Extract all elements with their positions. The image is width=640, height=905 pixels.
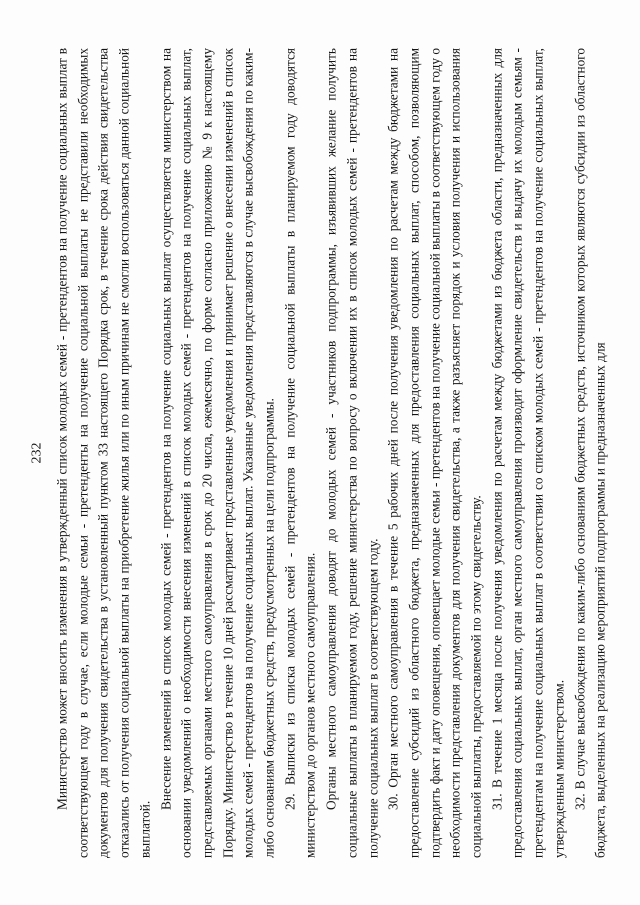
- paragraph: 32. В случае высвобождения по каким-либо основаниям бюджетных средств, источником которых являются субсидии из областного бюджета, выделенных на реализацию мероприятий подпрограммы и предназначенных для: [572, 47, 608, 858]
- paragraph: Внесение изменений в список молодых семей - претендентов на получение социальных выплат осуществляется министерством на основании уведомлений о необходимости внесения изменений в список молодых семей - претендентов на получение социальных выплат, представляемых органами местного самоуправления в срок до 20 числа, ежемесячно, по форме согласно приложению № 9 к настоящему Порядку. Министерство в течение 10 дней рассматривает представленные уведомления и принимает решение о внесении изменений в список молодых семей - претендентов на получение социальных выплат. Указанные уведомления представляются в случае высвобождения по каким-либо основаниям бюджетных средств, предусмотренных на цели подпрограммы.: [158, 47, 277, 858]
- paragraph: 31. В течение 1 месяца после получения уведомления по расчетам между бюджетами из бюджета области, предназначенных для предоставления социальных выплат, орган местного самоуправления производит оформление свидетельств и выдачу их молодым семьям - претендентам на получение социальных выплат в соответствии со списком молодых семей - претендентов на получение социальных выплат, утвержденным министерством.: [489, 47, 567, 858]
- paragraph: 29. Выписки из списка молодых семей - претендентов на получение социальной выплаты в планируемом году доводятся министерством до органов местного самоуправления.: [282, 47, 318, 858]
- rotated-text-block: [29, 48, 612, 858]
- paragraph: Министерство может вносить изменения в утвержденный список молодых семей - претендентов на получение социальных выплат в соответствующем году в случае, если молодые семьи - претенденты на получение социальной выплаты не представили необходимых документов для получения свидетельства в установленный пунктом 33 настоящего Порядка срок, в течение срока действия свидетельства отказались от получения социальной выплаты на приобретение жилья или по иным причинам не смогли воспользоваться данной социальной выплатой.: [54, 47, 153, 858]
- paragraph: 30. Орган местного самоуправления в течение 5 рабочих дней после получения уведомления по расчетам между бюджетами на предоставление субсидий из областного бюджета, предназначенных для предоставления социальных выплат, способом, позволяющим подтвердить факт и дату оповещения, оповещает молодые семьи - претендентов на получение социальной выплаты в соответствующем году о необходимости представления документов для получения свидетельства, а также разъясняет порядок и условия получения и использования социальной выплаты, предоставляемой по этому свидетельству.: [385, 47, 484, 858]
- paragraph: Органы местного самоуправления доводят до молодых семей - участников подпрограммы, изъявивших желание получить социальные выплаты в планируемом году, решение министерства по вопросу о включении их в список молодых семей - претендентов на получение социальных выплат в соответствующем году.: [323, 47, 381, 858]
- page-number: 232: [29, 442, 45, 463]
- document-body: [53, 48, 612, 858]
